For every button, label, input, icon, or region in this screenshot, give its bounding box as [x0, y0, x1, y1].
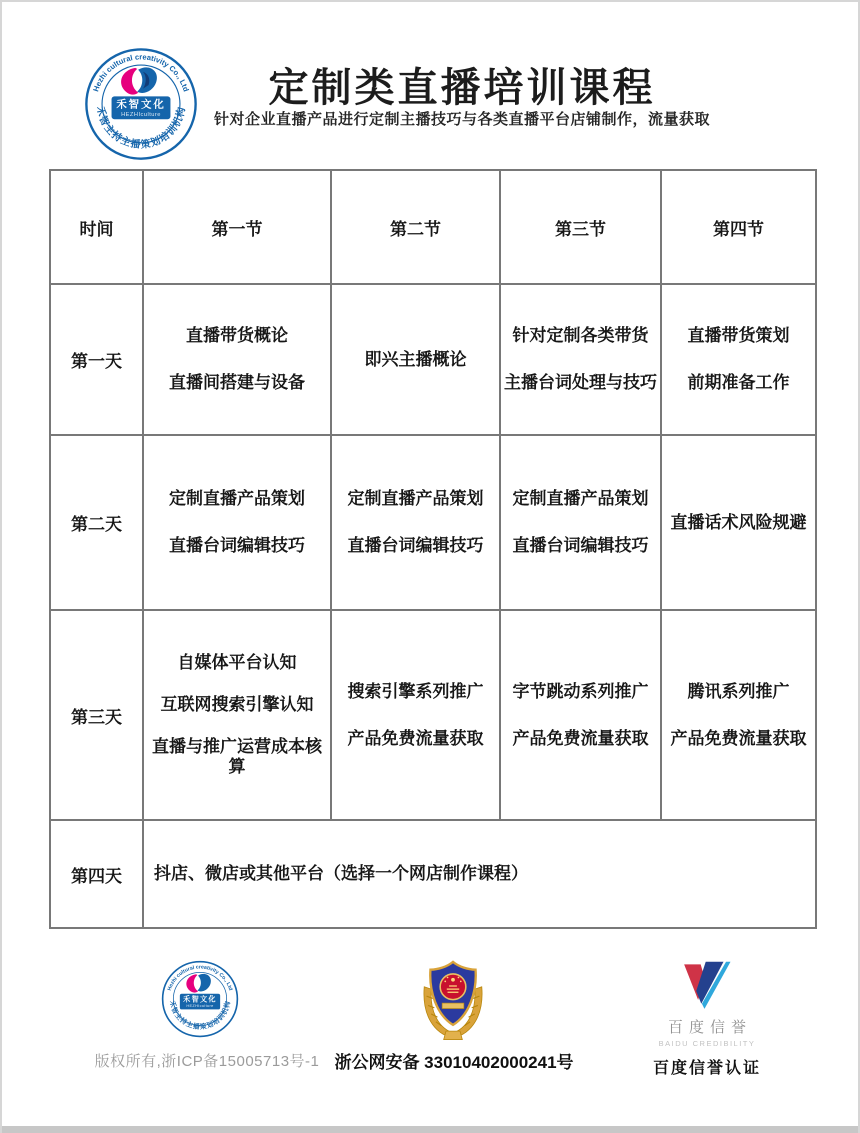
schedule-cell	[143, 284, 331, 435]
svg-text:HEZHIculture: HEZHIculture	[186, 1003, 214, 1009]
cell-line: 直播台词编辑技巧	[512, 536, 649, 555]
svg-text:禾智文化: 禾智文化	[116, 99, 166, 111]
baidu-name-cn: 百度信誉	[667, 1019, 752, 1036]
table-row-day3	[50, 610, 816, 820]
cell-line: 互联网搜索引擎认知	[160, 695, 314, 714]
cell-line: 即兴主播概论	[364, 349, 467, 369]
cell-line: 自媒体平台认知	[177, 653, 297, 672]
cell-line: 直播带货概论	[186, 326, 288, 345]
schedule-cell	[143, 435, 331, 610]
cell-line: 腾讯系列推广	[687, 681, 790, 701]
cell-line: 产品免费流量获取	[670, 728, 807, 748]
cell-line: 直播话术风险规避	[670, 512, 807, 532]
cell-line: 直播间搭建与设备	[169, 373, 305, 392]
schedule-cell	[331, 284, 500, 435]
column-header-lesson4: 第四节	[661, 170, 816, 284]
cell-line: 定制直播产品策划	[169, 489, 305, 508]
baidu-cert-label: 百度信誉认证	[652, 1060, 761, 1077]
schedule-cell	[143, 610, 331, 820]
schedule-table	[49, 169, 817, 929]
svg-text:禾智主持主播策划培训机构: 禾智主持主播策划培训机构	[94, 105, 188, 152]
schedule-cell	[331, 610, 500, 820]
cell-line: 直播与推广运营成本核算	[152, 737, 322, 776]
cell-line: 前期准备工作	[687, 373, 790, 392]
baidu-name-en: BAIDU CREDIBILITY	[658, 1039, 756, 1048]
page-subtitle: 针对企业直播产品进行定制主播技巧与各类直播平台店铺制作，流量获取	[213, 111, 710, 128]
schedule-cell	[661, 435, 816, 610]
schedule-cell	[661, 284, 816, 435]
schedule-cell	[500, 610, 661, 820]
cell-line: 直播带货策划	[687, 326, 790, 345]
page-title: 定制类直播培训课程	[268, 66, 656, 110]
cell-line: 主播台词处理与技巧	[504, 373, 657, 392]
schedule-cell	[661, 610, 816, 820]
cell-line: 直播台词编辑技巧	[347, 536, 484, 555]
day-label: 第一天	[50, 284, 143, 435]
baidu-credibility-link[interactable]	[627, 958, 787, 1078]
cell-line: 搜索引擎系列推广	[347, 681, 484, 701]
page-bottom-edge	[2, 1126, 858, 1133]
schedule-table-wrapper	[49, 169, 817, 929]
cell-line: 定制直播产品策划	[347, 489, 484, 508]
column-header-lesson2: 第二节	[331, 170, 500, 284]
cell-line: 针对定制各类带货	[512, 326, 649, 345]
baidu-v-icon	[674, 958, 740, 1012]
column-header-lesson1: 第一节	[143, 170, 331, 284]
schedule-cell	[500, 435, 661, 610]
cell-line: 定制直播产品策划	[512, 489, 649, 508]
hezhi-logo-footer-icon	[161, 960, 239, 1038]
schedule-cell-span	[143, 820, 816, 928]
copyright-icp-link[interactable]: 版权所有,浙ICP备15005713号-1	[94, 1053, 320, 1070]
column-header-lesson3: 第三节	[500, 170, 661, 284]
police-record-link[interactable]: 浙公网安备 33010402000241号	[334, 1053, 574, 1072]
hezhi-logo-icon	[84, 47, 198, 161]
svg-text:禾智文化: 禾智文化	[183, 995, 217, 1004]
schedule-cell	[331, 435, 500, 610]
day-label: 第二天	[50, 435, 143, 610]
svg-text:Hezhi cultural creativity Co.,: Hezhi cultural creativity Co., Ltd	[166, 964, 234, 992]
table-row-day2	[50, 435, 816, 610]
cell-line: 产品免费流量获取	[512, 728, 649, 748]
column-header-time: 时间	[50, 170, 143, 284]
header-row	[50, 170, 816, 284]
svg-text:Hezhi cultural creativity Co.,: Hezhi cultural creativity Co., Ltd	[91, 52, 191, 93]
cell-line: 抖店、微店或其他平台（选择一个网店制作课程）	[154, 864, 528, 883]
table-row-day1	[50, 284, 816, 435]
day-label: 第三天	[50, 610, 143, 820]
svg-text:禾智主持主播策划培训机构: 禾智主持主播策划培训机构	[167, 1000, 233, 1032]
schedule-cell	[500, 284, 661, 435]
cell-line: 直播台词编辑技巧	[169, 536, 305, 555]
table-row-day4	[50, 820, 816, 928]
cell-line: 字节跳动系列推广	[512, 681, 649, 701]
police-badge-icon	[418, 955, 488, 1045]
day-label: 第四天	[50, 820, 143, 928]
svg-text:HEZHIculture: HEZHIculture	[121, 111, 161, 118]
cell-line: 产品免费流量获取	[347, 728, 484, 748]
